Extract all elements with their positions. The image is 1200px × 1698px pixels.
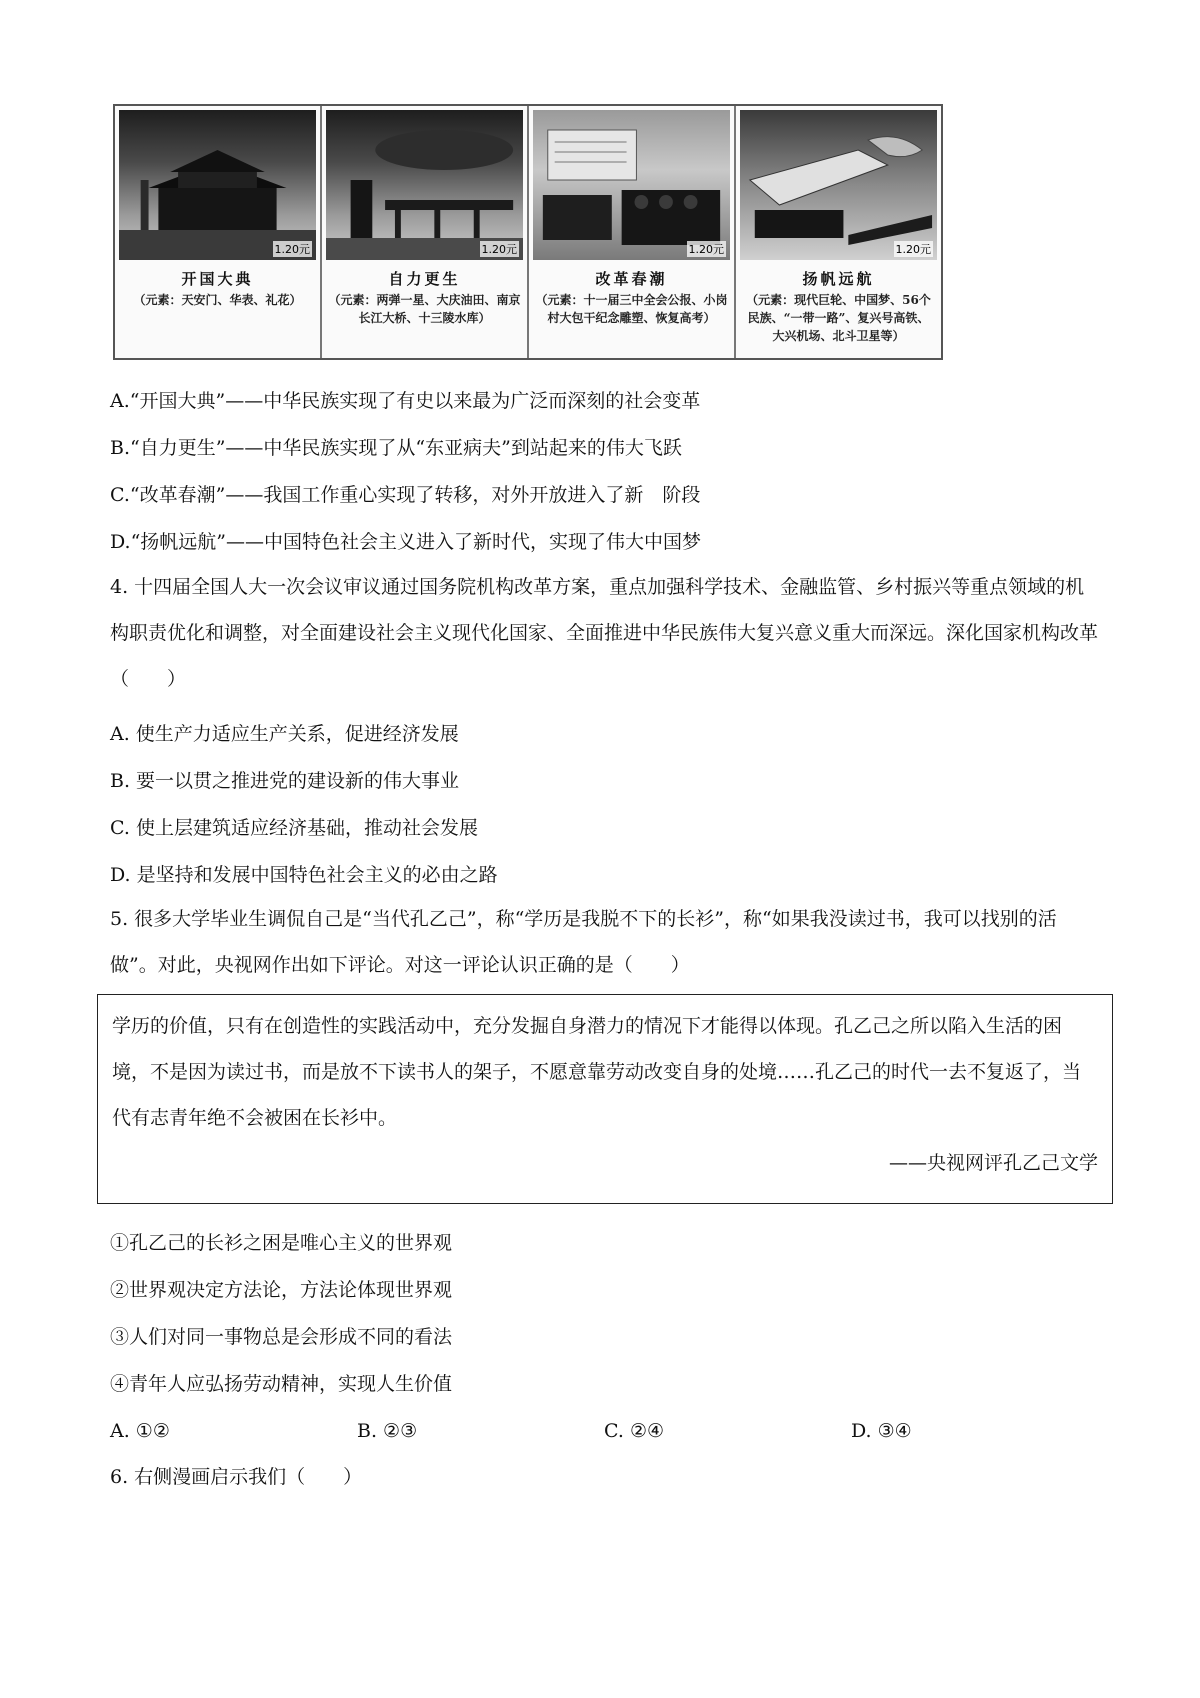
q6-stem: 6. 右侧漫画启示我们（ ）: [110, 1466, 363, 1488]
q5-statement-3: ③人们对同一事物总是会形成不同的看法: [110, 1326, 453, 1348]
q4-option-c: C. 使上层建筑适应经济基础，推动社会发展: [110, 817, 478, 839]
q3-option-b: B.“自力更生”——中华民族实现了从“东亚病夫”到站起来的伟大飞跃: [110, 437, 682, 459]
stamp-4-title: 扬帆远航: [802, 270, 875, 288]
stamp-2-picture: [326, 110, 523, 260]
stamp-1-value: 1.20元: [274, 243, 310, 256]
q4-option-d: D. 是坚持和发展中国特色社会主义的必由之路: [110, 864, 498, 886]
stamp-3: [529, 106, 736, 358]
q4-option-a: A. 使生产力适应生产关系，促进经济发展: [110, 723, 459, 745]
q5-statement-1: ①孔乙己的长衫之困是唯心主义的世界观: [110, 1232, 453, 1254]
q3-option-d: D.“扬帆远航”——中国特色社会主义进入了新时代，实现了伟大中国梦: [110, 531, 702, 553]
q5-quote-box: [97, 994, 1113, 1204]
stamp-1-title: 开国大典: [181, 270, 254, 288]
stamp-2-elements: （元素：两弹一星、大庆油田、南京长江大桥、十三陵水库）: [328, 293, 521, 325]
q5-quote-text: 学历的价值，只有在创造性的实践活动中，充分发掘自身潜力的情况下才能得以体现。孔乙己之所以陷入生活的困境，不是因为读过书，而是放不下读书人的架子，不愿意靠劳动改变自身的处境……孔乙己的时代一去不复返了，当代有志青年绝不会被困在长衫中。: [112, 1015, 1082, 1129]
q5-statement-2: ②世界观决定方法论，方法论体现世界观: [110, 1279, 453, 1301]
q3-option-c: C.“改革春潮”——我国工作重心实现了转移，对外开放进入了新 阶段: [110, 484, 701, 506]
stamp-2: [322, 106, 529, 358]
stamp-4: [736, 106, 941, 358]
stamp-2-title: 自力更生: [388, 270, 461, 288]
stamp-3-elements: （元素：十一届三中全会公报、小岗村大包干纪念雕塑、恢复高考）: [535, 293, 728, 325]
q5-statement-4: ④青年人应弘扬劳动精神，实现人生价值: [110, 1373, 453, 1395]
q4-option-b: B. 要一以贯之推进党的建设新的伟大事业: [110, 770, 460, 792]
q5-option-c: C. ②④: [604, 1420, 665, 1442]
stamp-1-elements: （元素：天安门、华表、礼花）: [133, 293, 302, 307]
stamp-3-title: 改革春潮: [595, 270, 668, 288]
stamp-1: [115, 106, 322, 358]
q5-stem: 5. 很多大学毕业生调侃自己是“当代孔乙己”，称“学历是我脱不下的长衫”，称“如果我没读过书，我可以找别的活做”。对此，央视网作出如下评论。对这一评论认识正确的是（ ）: [110, 908, 1057, 976]
q5-quote-source: ——央视网评孔乙己文学: [888, 1152, 1098, 1174]
stamp-2-value: 1.20元: [481, 243, 517, 256]
q5-option-d: D. ③④: [851, 1420, 912, 1442]
stamp-3-value: 1.20元: [688, 243, 724, 256]
stamp-set-image: [113, 104, 943, 360]
q3-option-a: A.“开国大典”——中华民族实现了有史以来最为广泛而深刻的社会变革: [110, 390, 701, 412]
stamp-1-picture: [119, 110, 316, 260]
q5-option-b: B. ②③: [357, 1420, 418, 1442]
q5-option-a: A. ①②: [110, 1420, 170, 1442]
stamp-4-elements: （元素：现代巨轮、中国梦、56个民族、“一带一路”、复兴号高铁、大兴机场、北斗卫星等）: [746, 293, 931, 343]
stamp-4-picture: [740, 110, 937, 260]
stamp-4-value: 1.20元: [895, 243, 931, 256]
q4-stem: 4. 十四届全国人大一次会议审议通过国务院机构改革方案，重点加强科学技术、金融监管、乡村振兴等重点领域的机构职责优化和调整，对全面建设社会主义现代化国家、全面推进中华民族伟大复兴意义重大而深远。深化国家机构改革（ ）: [110, 576, 1099, 690]
stamp-3-picture: [533, 110, 730, 260]
